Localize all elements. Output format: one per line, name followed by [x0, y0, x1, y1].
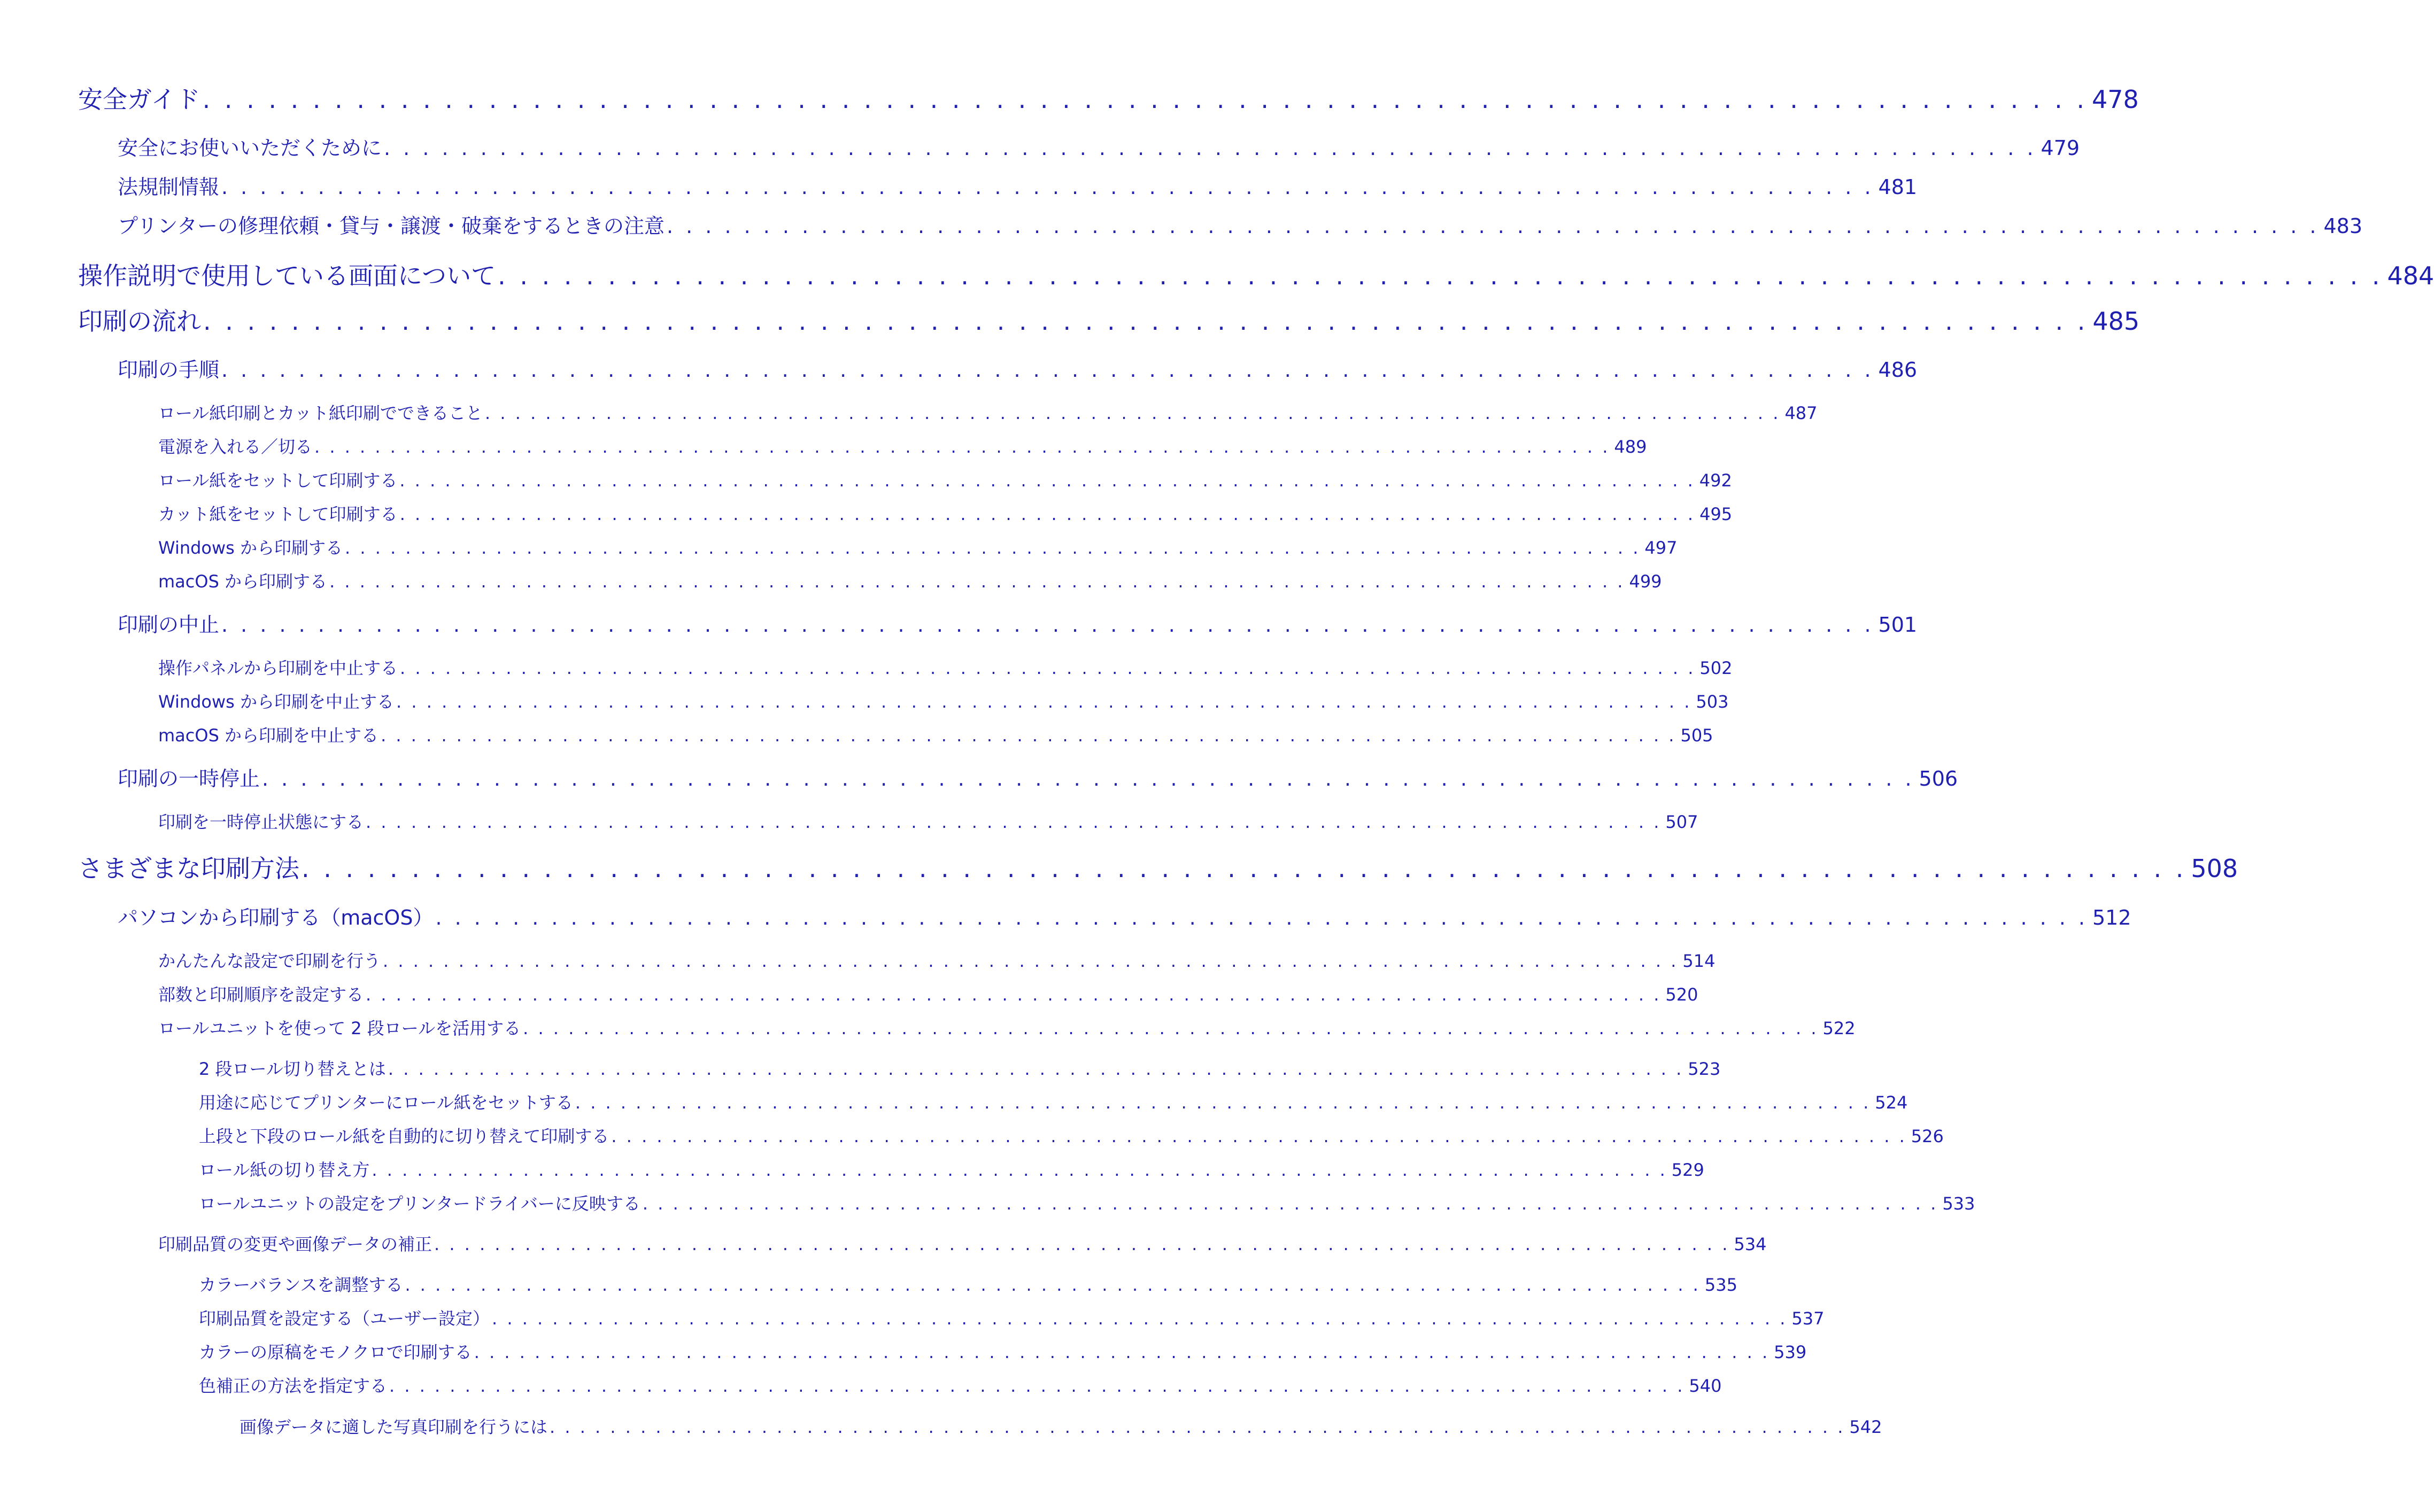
toc-entry-title: 安全ガイド: [78, 85, 200, 114]
toc-leader-dots: . . . . . . . . . . . . . . . . . . . . . . . . . . . . . . . . . . . . . . . . . . . . . . . . . . . . . . . . . . . . . . . . . . . . . . . . . . . . . . . . . . . . . .: [202, 85, 2088, 114]
toc-entry[interactable]: [118, 608, 1918, 638]
toc-entry-title: さまざまな印刷方法: [78, 854, 299, 883]
toc-entry[interactable]: [158, 688, 1729, 713]
toc-page-number: 486: [1878, 358, 1918, 382]
toc-page-number: 523: [1688, 1059, 1721, 1079]
toc-page-number: 533: [1942, 1193, 1975, 1214]
toc-entry-title: かんたんな設定で印刷を行う: [158, 951, 381, 971]
toc-entry-title: 安全にお使いいただくために: [118, 136, 382, 160]
toc-entry-title: 上段と下段のロール紙を自動的に切り替えて印刷する: [199, 1126, 609, 1146]
toc-entry[interactable]: [199, 1123, 1944, 1147]
toc-entry[interactable]: [118, 901, 2131, 931]
toc-entry[interactable]: [158, 722, 1713, 747]
toc-entry[interactable]: [158, 809, 1698, 833]
toc-entry[interactable]: [199, 1157, 1704, 1181]
toc-entry-title: カット紙をセットして印刷する: [158, 504, 398, 524]
toc-page-number: 540: [1689, 1376, 1722, 1396]
toc-leader-dots: . . . . . . . . . . . . . . . . . . . . . . . . . . . . . . . . . . . . . . . . . . . . . . . . . . . . . . . . . . . . . . . . . . . . . . . . . . . . . . . . . . . . . .: [221, 175, 1874, 199]
toc-entry-title: 2 段ロール切り替えとは: [199, 1059, 386, 1079]
toc-entry-title: 電源を入れる／切る: [158, 437, 313, 457]
toc-entry[interactable]: [158, 568, 1662, 593]
toc-page-number: 542: [1849, 1417, 1882, 1437]
toc-leader-dots: . . . . . . . . . . . . . . . . . . . . . . . . . . . . . . . . . . . . . . . . . . . . . . . . . . . . . . . . . . . . . . . . . . . . . . . . . . . . . . . . . . . . . .: [666, 214, 2320, 238]
toc-entry[interactable]: [118, 131, 2080, 161]
toc-leader-dots: . . . . . . . . . . . . . . . . . . . . . . . . . . . . . . . . . . . . . . . . . . . . . . . . . . . . . . . . . . . . . . . . . . . . . . . . . . . . . . . . . . . . . .: [372, 1160, 1667, 1180]
toc-page-number: 485: [2092, 307, 2140, 336]
toc-page-number: 478: [2092, 85, 2139, 114]
toc-entry[interactable]: [158, 400, 1818, 424]
toc-entry[interactable]: [158, 433, 1647, 458]
toc-leader-dots: . . . . . . . . . . . . . . . . . . . . . . . . . . . . . . . . . . . . . . . . . . . . . . . . . . . . . . . . . . . . . . . . . . . . . . . . . . . . . . . . . . . . . .: [405, 1275, 1701, 1295]
toc-entry-title: 印刷の流れ: [78, 307, 201, 336]
toc-entry[interactable]: [158, 467, 1732, 492]
toc-entry-title: ロールユニットを使って 2 段ロールを活用する: [158, 1018, 521, 1038]
toc-leader-dots: . . . . . . . . . . . . . . . . . . . . . . . . . . . . . . . . . . . . . . . . . . . . . . . . . . . . . . . . . . . . . . . . . . . . . . . . . . . . . . . . . . . . . .: [383, 951, 1679, 971]
toc-entry-title: 部数と印刷順序を設定する: [158, 984, 364, 1005]
toc-entry[interactable]: [199, 1373, 1722, 1397]
toc-entry-title: カラーの原稿をモノクロで印刷する: [199, 1342, 472, 1362]
toc-page-number: 483: [2323, 214, 2363, 238]
toc-page-number: 512: [2092, 906, 2131, 929]
toc-entry-title: 印刷の中止: [118, 613, 220, 637]
toc-leader-dots: . . . . . . . . . . . . . . . . . . . . . . . . . . . . . . . . . . . . . . . . . . . . . . . . . . . . . . . . . . . . . . . . . . . . . . . . . . . . . . . . . . . . . .: [575, 1092, 1871, 1113]
toc-entry-title: ロール紙印刷とカット紙印刷でできること: [158, 403, 483, 423]
toc-entry-title: 色補正の方法を指定する: [199, 1376, 388, 1396]
toc-entry[interactable]: [118, 353, 1918, 383]
toc-leader-dots: . . . . . . . . . . . . . . . . . . . . . . . . . . . . . . . . . . . . . . . . . . . . . . . . . . . . . . . . . . . . . . . . . . . . . . . . . . . . . . . . . . . . . .: [396, 692, 1692, 712]
toc-leader-dots: . . . . . . . . . . . . . . . . . . . . . . . . . . . . . . . . . . . . . . . . . . . . . . . . . . . . . . . . . . . . . . . . . . . . . . . . . . . . . . . . . . . . . .: [366, 812, 1662, 832]
toc-page-number: 503: [1696, 692, 1729, 712]
toc-page-number: 514: [1682, 951, 1716, 971]
toc-leader-dots: . . . . . . . . . . . . . . . . . . . . . . . . . . . . . . . . . . . . . . . . . . . . . . . . . . . . . . . . . . . . . . . . . . . . . . . . . . . . . . . . . . . . . .: [435, 906, 2088, 929]
toc-leader-dots: . . . . . . . . . . . . . . . . . . . . . . . . . . . . . . . . . . . . . . . . . . . . . . . . . . . . . . . . . . . . . . . . . . . . . . . . . . . . . . . . . . . . . .: [474, 1342, 1770, 1362]
toc-entry[interactable]: [158, 501, 1733, 525]
toc-page-number: 484: [2387, 261, 2434, 290]
toc-entry[interactable]: [158, 1015, 1856, 1040]
toc-page-number: 529: [1671, 1160, 1704, 1180]
toc-entry[interactable]: [158, 948, 1716, 972]
toc-page-number: 524: [1875, 1092, 1908, 1113]
toc-entry-title: ロール紙をセットして印刷する: [158, 470, 398, 491]
toc-entry-title: macOS から印刷する: [158, 571, 328, 592]
toc-entry[interactable]: [118, 170, 1918, 200]
toc-leader-dots: . . . . . . . . . . . . . . . . . . . . . . . . . . . . . . . . . . . . . . . . . . . . . . . . . . . . . . . . . . . . . . . . . . . . . . . . . . . . . . . . . . . . . .: [523, 1018, 1819, 1038]
toc-page-number: 487: [1784, 403, 1818, 423]
toc-leader-dots: . . . . . . . . . . . . . . . . . . . . . . . . . . . . . . . . . . . . . . . . . . . . . . . . . . . . . . . . . . . . . . . . . . . . . . . . . . . . . . . . . . . . . .: [611, 1126, 1907, 1146]
toc-page-number: 506: [1919, 767, 1958, 790]
toc-page-number: 489: [1614, 437, 1647, 457]
toc-entry-title: 印刷の一時停止: [118, 767, 260, 790]
toc-entry-title: ロール紙の切り替え方: [199, 1160, 370, 1180]
toc-page-number: 534: [1734, 1234, 1767, 1254]
toc-entry-title: 操作パネルから印刷を中止する: [158, 658, 398, 678]
toc-page-number: 492: [1699, 470, 1732, 491]
toc-entry[interactable]: [199, 1339, 1807, 1363]
toc-page-number: 495: [1699, 504, 1733, 524]
toc-leader-dots: . . . . . . . . . . . . . . . . . . . . . . . . . . . . . . . . . . . . . . . . . . . . . . . . . . . . . . . . . . . . . . . . . . . . . . . . . . . . . . . . . . . . . .: [314, 437, 1610, 457]
toc-page-number: 502: [1699, 658, 1733, 678]
toc-entry-title: macOS から印刷を中止する: [158, 725, 379, 746]
toc-entry[interactable]: [199, 1056, 1721, 1080]
toc-entry-title: Windows から印刷を中止する: [158, 692, 395, 712]
toc-leader-dots: . . . . . . . . . . . . . . . . . . . . . . . . . . . . . . . . . . . . . . . . . . . . . . . . . . . . . . . . . . . . . . . . . . . . . . . . . . . . . . . . . . . . . .: [492, 1308, 1788, 1329]
toc-page-number: 508: [2191, 854, 2238, 883]
toc-entry-title: 印刷の手順: [118, 358, 220, 382]
toc-entry[interactable]: [158, 655, 1733, 679]
toc-page-number: 479: [2041, 136, 2080, 160]
toc-entry-title: パソコンから印刷する（macOS）: [118, 906, 434, 929]
toc-leader-dots: . . . . . . . . . . . . . . . . . . . . . . . . . . . . . . . . . . . . . . . . . . . . . . . . . . . . . . . . . . . . . . . . . . . . . . . . . . . . . . . . . . . . . .: [345, 538, 1641, 558]
toc-leader-dots: . . . . . . . . . . . . . . . . . . . . . . . . . . . . . . . . . . . . . . . . . . . . . . . . . . . . . . . . . . . . . . . . . . . . . . . . . . . . . . . . . . . . . .: [221, 613, 1874, 637]
toc-leader-dots: . . . . . . . . . . . . . . . . . . . . . . . . . . . . . . . . . . . . . . . . . . . . . . . . . . . . . . . . . . . . . . . . . . . . . . . . . . . . . . . . . . . . . .: [550, 1417, 1845, 1437]
toc-entry[interactable]: [78, 849, 2238, 885]
toc-page-number: 497: [1644, 538, 1678, 558]
toc-entry-title: 印刷を一時停止状態にする: [158, 812, 364, 832]
toc-entry[interactable]: [78, 257, 2434, 292]
toc-page-number: 499: [1629, 571, 1662, 592]
toc-page-number: 481: [1878, 175, 1918, 199]
toc-page-number: 520: [1665, 984, 1698, 1005]
toc-page-number: 537: [1791, 1308, 1825, 1329]
toc-page-number: 522: [1822, 1018, 1856, 1038]
toc-entry-title: 操作説明で使用している画面について: [78, 261, 496, 290]
toc-entry[interactable]: [158, 981, 1698, 1006]
toc-leader-dots: . . . . . . . . . . . . . . . . . . . . . . . . . . . . . . . . . . . . . . . . . . . . . . . . . . . . . . . . . . . . . . . . . . . . . . . . . . . . . . . . . . . . . .: [384, 136, 2037, 160]
toc-entry[interactable]: [158, 534, 1678, 559]
toc-entry-title: 画像データに適した写真印刷を行うには: [239, 1417, 548, 1437]
toc-page-number: 535: [1704, 1275, 1737, 1295]
toc-entry[interactable]: [199, 1190, 1975, 1215]
toc-leader-dots: . . . . . . . . . . . . . . . . . . . . . . . . . . . . . . . . . . . . . . . . . . . . . . . . . . . . . . . . . . . . . . . . . . . . . . . . . . . . . . . . . . . . . .: [221, 358, 1874, 382]
toc-leader-dots: . . . . . . . . . . . . . . . . . . . . . . . . . . . . . . . . . . . . . . . . . . . . . . . . . . . . . . . . . . . . . . . . . . . . . . . . . . . . . . . . . . . . . .: [399, 470, 1695, 491]
toc-leader-dots: . . . . . . . . . . . . . . . . . . . . . . . . . . . . . . . . . . . . . . . . . . . . . . . . . . . . . . . . . . . . . . . . . . . . . . . . . . . . . . . . . . . . . .: [399, 504, 1696, 524]
toc-entry-title: Windows から印刷する: [158, 538, 343, 558]
toc-page-number: 507: [1665, 812, 1698, 832]
toc-leader-dots: . . . . . . . . . . . . . . . . . . . . . . . . . . . . . . . . . . . . . . . . . . . . . . . . . . . . . . . . . . . . . . . . . . . . . . . . . . . . . . . . . . . . . .: [485, 403, 1781, 423]
toc-page-number: 526: [1911, 1126, 1944, 1146]
toc-leader-dots: . . . . . . . . . . . . . . . . . . . . . . . . . . . . . . . . . . . . . . . . . . . . . . . . . . . . . . . . . . . . . . . . . . . . . . . . . . . . . . . . . . . . . .: [642, 1193, 1938, 1214]
toc-leader-dots: . . . . . . . . . . . . . . . . . . . . . . . . . . . . . . . . . . . . . . . . . . . . . . . . . . . . . . . . . . . . . . . . . . . . . . . . . . . . . . . . . . . . . .: [498, 261, 2383, 290]
toc-leader-dots: . . . . . . . . . . . . . . . . . . . . . . . . . . . . . . . . . . . . . . . . . . . . . . . . . . . . . . . . . . . . . . . . . . . . . . . . . . . . . . . . . . . . . .: [302, 854, 2187, 883]
toc-leader-dots: . . . . . . . . . . . . . . . . . . . . . . . . . . . . . . . . . . . . . . . . . . . . . . . . . . . . . . . . . . . . . . . . . . . . . . . . . . . . . . . . . . . . . .: [262, 767, 1915, 790]
toc-page-number: 505: [1680, 725, 1713, 746]
toc-leader-dots: . . . . . . . . . . . . . . . . . . . . . . . . . . . . . . . . . . . . . . . . . . . . . . . . . . . . . . . . . . . . . . . . . . . . . . . . . . . . . . . . . . . . . .: [434, 1234, 1730, 1254]
toc-entry[interactable]: [239, 1414, 1882, 1438]
toc-entry-title: 印刷品質の変更や画像データの補正: [158, 1234, 432, 1254]
toc-page-number: 501: [1878, 613, 1918, 637]
toc-entry[interactable]: [199, 1089, 1908, 1114]
toc-entry[interactable]: [78, 80, 2139, 115]
toc-leader-dots: . . . . . . . . . . . . . . . . . . . . . . . . . . . . . . . . . . . . . . . . . . . . . . . . . . . . . . . . . . . . . . . . . . . . . . . . . . . . . . . . . . . . . .: [381, 725, 1676, 746]
toc-entry-title: プリンターの修理依頼・貸与・譲渡・破棄をするときの注意: [118, 214, 664, 238]
toc-entry[interactable]: [118, 762, 1958, 792]
toc-leader-dots: . . . . . . . . . . . . . . . . . . . . . . . . . . . . . . . . . . . . . . . . . . . . . . . . . . . . . . . . . . . . . . . . . . . . . . . . . . . . . . . . . . . . . .: [400, 658, 1696, 678]
toc-entry[interactable]: [78, 302, 2140, 337]
toc-leader-dots: . . . . . . . . . . . . . . . . . . . . . . . . . . . . . . . . . . . . . . . . . . . . . . . . . . . . . . . . . . . . . . . . . . . . . . . . . . . . . . . . . . . . . .: [329, 571, 1625, 592]
toc-entry[interactable]: [158, 1231, 1767, 1255]
toc-leader-dots: . . . . . . . . . . . . . . . . . . . . . . . . . . . . . . . . . . . . . . . . . . . . . . . . . . . . . . . . . . . . . . . . . . . . . . . . . . . . . . . . . . . . . .: [388, 1059, 1684, 1079]
toc-entry-title: 用途に応じてプリンターにロール紙をセットする: [199, 1092, 573, 1113]
toc-entry-title: カラーバランスを調整する: [199, 1275, 403, 1295]
toc-leader-dots: . . . . . . . . . . . . . . . . . . . . . . . . . . . . . . . . . . . . . . . . . . . . . . . . . . . . . . . . . . . . . . . . . . . . . . . . . . . . . . . . . . . . . .: [203, 307, 2089, 336]
toc-entry[interactable]: [118, 210, 2363, 239]
toc-leader-dots: . . . . . . . . . . . . . . . . . . . . . . . . . . . . . . . . . . . . . . . . . . . . . . . . . . . . . . . . . . . . . . . . . . . . . . . . . . . . . . . . . . . . . .: [366, 984, 1662, 1005]
toc-page-number: 539: [1774, 1342, 1807, 1362]
toc-entry-title: ロールユニットの設定をプリンタードライバーに反映する: [199, 1193, 640, 1214]
toc-entry-title: 法規制情報: [118, 175, 220, 199]
toc-entry-title: 印刷品質を設定する（ユーザー設定）: [199, 1308, 490, 1329]
toc-entry[interactable]: [199, 1271, 1737, 1296]
toc-entry[interactable]: [199, 1305, 1825, 1330]
toc-leader-dots: . . . . . . . . . . . . . . . . . . . . . . . . . . . . . . . . . . . . . . . . . . . . . . . . . . . . . . . . . . . . . . . . . . . . . . . . . . . . . . . . . . . . . .: [389, 1376, 1685, 1396]
